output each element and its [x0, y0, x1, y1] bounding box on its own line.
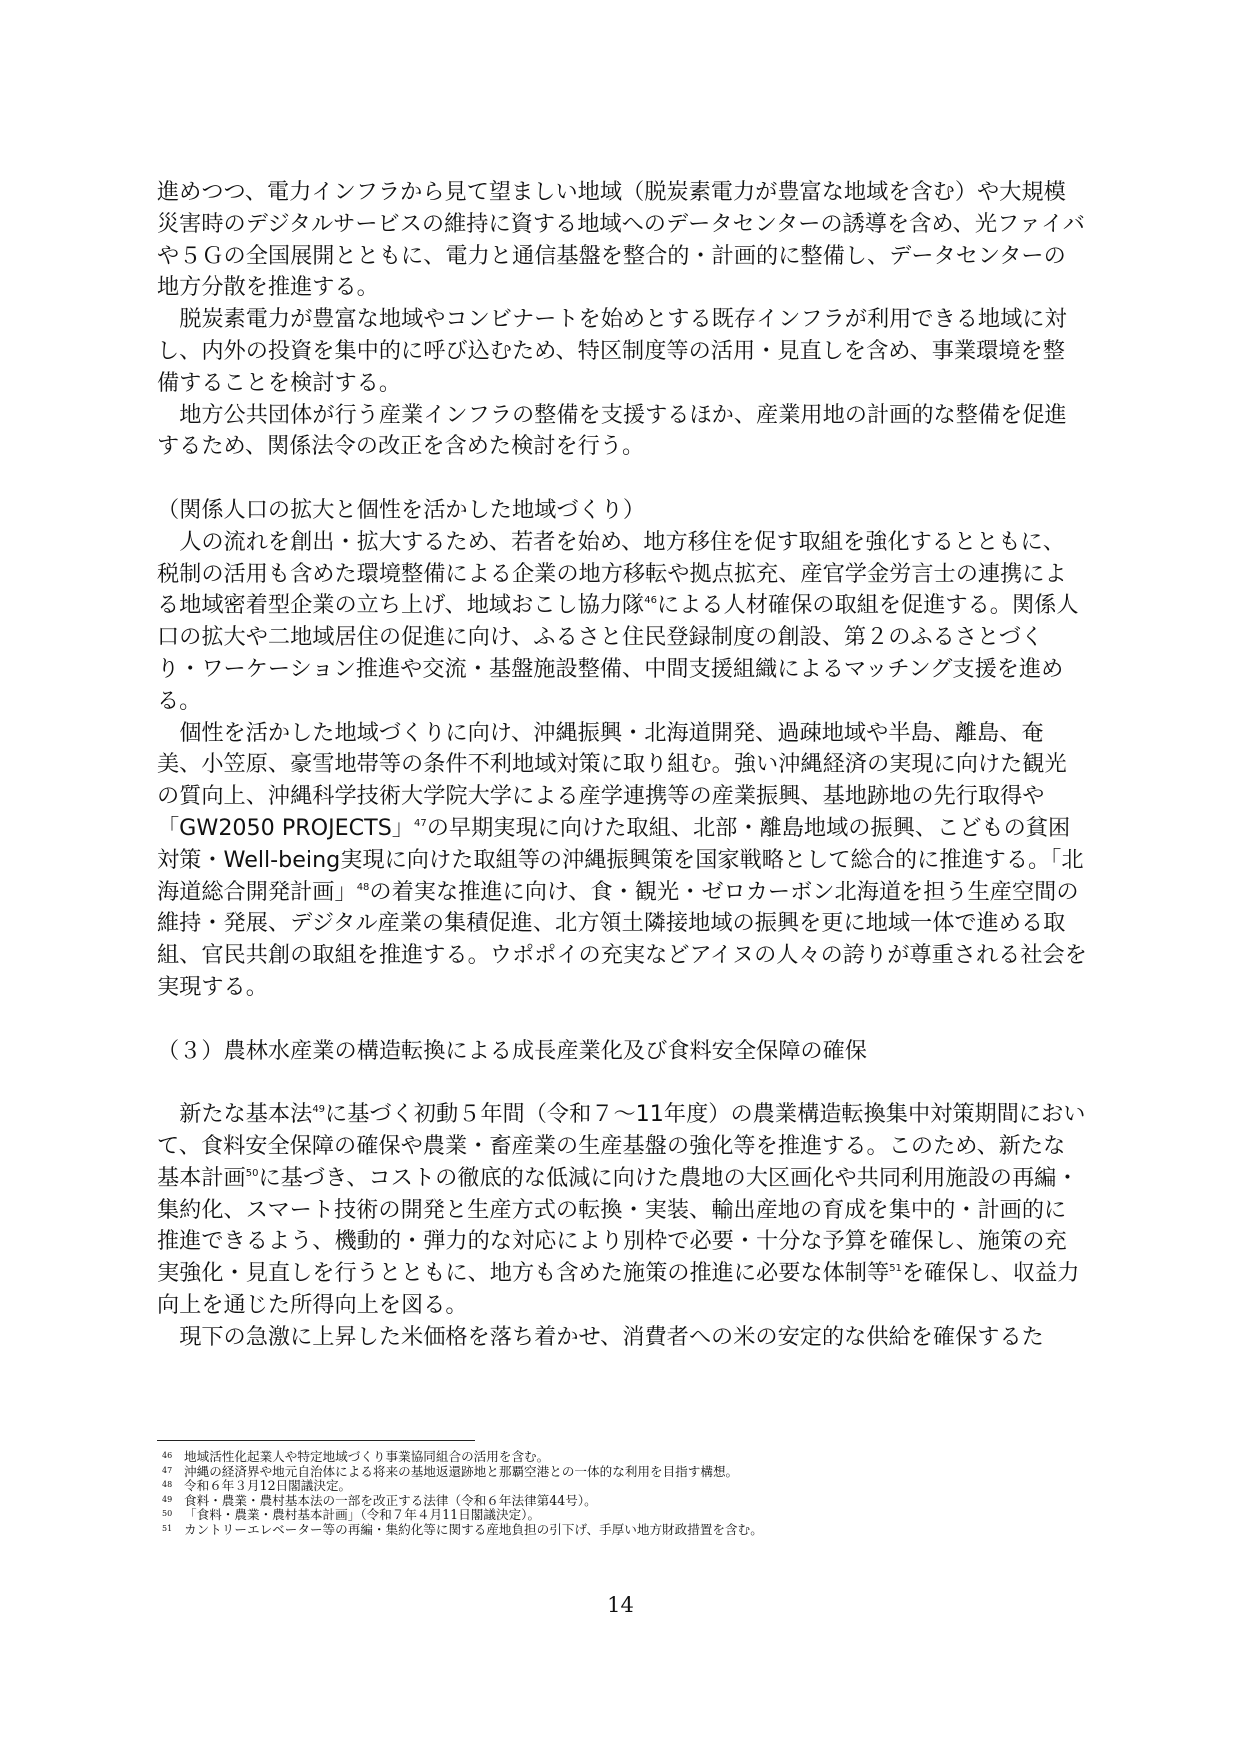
text-run: 個性を活かした地域づくりに向け、沖縄振興・北海道開発、過疎地域や半島、離島、奄美、小笠原、豪雪地帯等の条件不利地域対策に取り組む。強い沖縄経済の実現に向けた観光の質向上、沖縄科学技術大学院大学による産学連携等の産業振興、基地跡地の先行取得や「GW2050 PROJECTS」: [157, 719, 1067, 841]
paragraph-decarbonized-power: 脱炭素電力が豊富な地域やコンビナートを始めとする既存インフラが利用できる地域に対し、内外の投資を集中的に呼び込むため、特区制度等の活用・見直しを含め、事業環境を整備することを検討する。: [157, 306, 1067, 396]
footnote-ref[interactable]: 46: [644, 595, 657, 607]
text-run: を確保し、収益力向上を通じた所得向上を図る。: [157, 1260, 1080, 1318]
footnote-text: カントリーエレベーター等の再編・集約化等に関する産地負担の引下げ、手厚い地方財政措置を含む。: [184, 1521, 763, 1537]
footnote-ref[interactable]: 50: [245, 1167, 259, 1179]
text-run: に基づく初動５年間（令和７～11年度）の農業構造転換集中対策期間において、食料安全保障の確保や農業・畜産業の生産基盤の強化等を推進する。このため、新たな基本計画: [157, 1101, 1086, 1191]
footnote-text: 食料・農業・農村基本法の一部を改正する法律（令和６年法律第44号）。: [184, 1492, 597, 1508]
text-run: の着実な推進に向け、食・観光・ゼロカーボン北海道を担う生産空間の維持・発展、デジタル産業の集積促進、北方領土隣接地域の振興を更に地域一体で進める取組、官民共創の取組を推進する。ウポポイの充実などアイヌの人々の誇りが尊重される社会を実現する。: [157, 878, 1087, 1000]
footnote-number: 51: [162, 1523, 173, 1533]
footnote-text: 令和６年３月12日閣議決定。: [184, 1478, 352, 1494]
footnote-number: 47: [162, 1465, 173, 1475]
footnote-separator: [157, 1440, 475, 1441]
text-run: 新たな基本法: [179, 1101, 313, 1128]
paragraph-rice-price: 現下の急激に上昇した米価格を落ち着かせ、消費者への米の安定的な供給を確保するた: [179, 1323, 1044, 1350]
footnote: [162, 1493, 1092, 1508]
footnote-ref[interactable]: 47: [413, 817, 427, 829]
footnote: [162, 1507, 1092, 1522]
body-text: [157, 177, 1087, 1353]
footnote-text: 沖縄の経済界や地元自治体による将来の基地返還跡地と那覇空港との一体的な利用を目指す構想。: [184, 1463, 739, 1479]
footnotes: [162, 1449, 1092, 1537]
footnote-text: 地域活性化起業人や特定地域づくり事業協同組合の活用を含む。: [184, 1449, 550, 1464]
footnote-number: 46: [162, 1451, 173, 1460]
footnote: [162, 1449, 1092, 1464]
footnote-number: 50: [162, 1509, 173, 1519]
section-heading-related-population: （関係人口の拡大と個性を活かした地域づくり）: [157, 496, 646, 523]
paragraph-datacenter: 進めつつ、電力インフラから見て望ましい地域（脱炭素電力が豊富な地域を含む）や大規模災害時のデジタルサービスの維持に資する地域へのデータセンターの誘導を含め、光ファイバや５Ｇの全国展開とともに、電力と通信基盤を整合的・計画的に整備し、データセンターの地方分散を推進する。: [157, 179, 1085, 301]
spacer: [157, 1004, 1087, 1036]
spacer: [157, 463, 1087, 495]
paragraph-regional-development: [157, 718, 1087, 1004]
text-run: に基づき、コストの徹底的な低減に向けた農地の大区画化や共同利用施設の再編・集約化、スマート技術の開発と生産方式の転換・実装、輸出産地の育成を集中的・計画的に推進できるよう、機動的・弾力的な対応により別枠で必要・十分な予算を確保し、施策の充実強化・見直しを行うとともに、地方も含めた施策の推進に必要な体制等: [157, 1164, 1079, 1287]
footnote-ref[interactable]: 49: [312, 1104, 326, 1116]
section-heading-agriculture: （３）農林水産業の構造転換による成長産業化及び食料安全保障の確保: [157, 1037, 867, 1064]
footnote-number: 49: [162, 1494, 173, 1504]
text-run: による人材確保の取組を促進する。関係人口の拡大や二地域居住の促進に向け、ふるさと住民登録制度の創設、第２のふるさとづくり・ワーケーション推進や交流・基盤施設整備、中間支援組織によるマッチング支援を進める。: [157, 592, 1079, 714]
page-number: 14: [607, 1593, 634, 1617]
paragraph-population-flow: [157, 527, 1087, 718]
text-run: 人の流れを創出・拡大するため、若者を始め、地方移住を促す取組を強化するとともに、税制の活用も含めた環境整備による企業の地方移転や拠点拡充、産官学金労言士の連携による地域密着型企業の立ち上げ、地域おこし協力隊: [157, 528, 1067, 619]
spacer: [157, 1067, 1087, 1099]
footnote: [162, 1522, 1092, 1537]
text-run: の早期実現に向けた取組、北部・離島地域の振興、こどもの貧困対策・Well-being実現に向けた取組等の沖縄振興策を国家戦略として総合的に推進する。「北海道総合開発計画」: [157, 814, 1084, 905]
footnote-number: 48: [162, 1480, 173, 1490]
footnote-ref[interactable]: 48: [356, 881, 370, 893]
paragraph-agriculture-reform: [157, 1099, 1087, 1322]
paragraph-industrial-infrastructure: 地方公共団体が行う産業インフラの整備を支援するほか、産業用地の計画的な整備を促進するため、関係法令の改正を含めた検討を行う。: [157, 401, 1067, 460]
footnote: [162, 1478, 1092, 1493]
footnote-text: 「食料・農業・農村基本計画」（令和７年４月11日閣議決定）。: [184, 1507, 541, 1523]
footnote-ref[interactable]: 51: [889, 1263, 902, 1275]
footnote: [162, 1464, 1092, 1479]
